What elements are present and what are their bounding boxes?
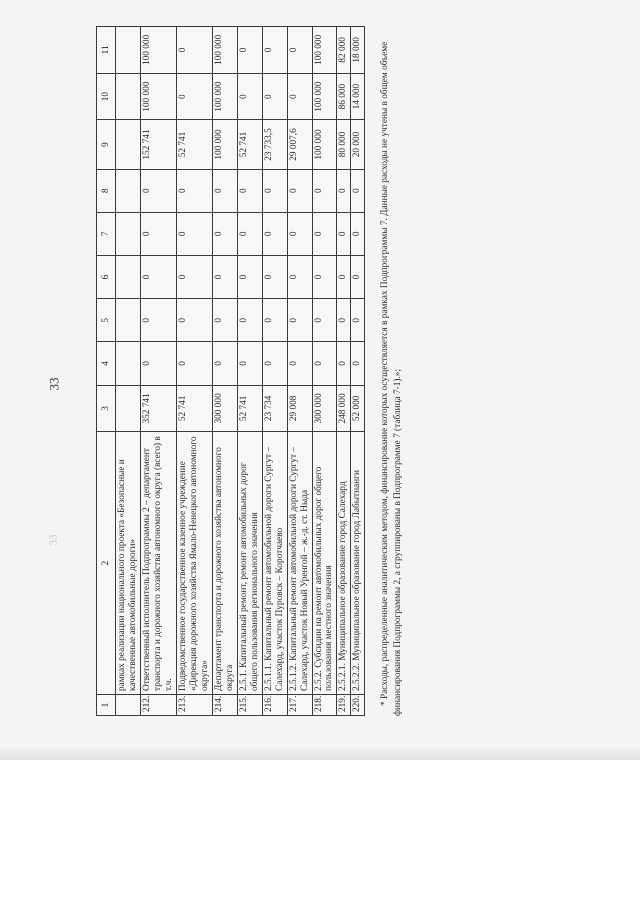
table-row	[212, 27, 237, 716]
value-cell: 300 000	[212, 385, 237, 432]
value-cell: 0	[237, 27, 262, 74]
row-number: 213.	[176, 694, 212, 715]
header-cell: 9	[97, 120, 116, 169]
value-cell: 23 733,5	[262, 120, 287, 169]
table-row	[337, 27, 351, 716]
header-cell: 2	[97, 432, 116, 695]
value-cell: 0	[312, 169, 337, 212]
row-number: 214.	[212, 694, 237, 715]
value-cell: 0	[140, 255, 176, 298]
empty-cell	[116, 299, 141, 342]
table-row	[312, 27, 337, 716]
value-cell: 52 741	[176, 385, 212, 432]
row-number: 218.	[312, 694, 337, 715]
value-cell: 0	[337, 169, 351, 212]
row-number: 216.	[262, 694, 287, 715]
value-cell: 0	[287, 299, 312, 342]
value-cell: 0	[176, 212, 212, 255]
header-cell: 7	[97, 212, 116, 255]
value-cell: 0	[212, 255, 237, 298]
value-cell: 100 000	[212, 27, 237, 74]
value-cell: 100 000	[312, 27, 337, 74]
value-cell: 0	[140, 342, 176, 385]
empty-cell	[116, 385, 141, 432]
value-cell: 0	[237, 73, 262, 120]
value-cell: 0	[312, 342, 337, 385]
value-cell: 20 000	[351, 120, 365, 169]
value-cell: 0	[351, 255, 365, 298]
row-name: 2.5.1.1. Капитальный ремонт автомобильной дороги Сургут – Салехард, участок Пуровск – Коротчаево	[262, 432, 287, 695]
value-cell: 0	[176, 27, 212, 74]
value-cell: 52 741	[237, 120, 262, 169]
value-cell: 80 000	[337, 120, 351, 169]
value-cell: 0	[337, 299, 351, 342]
row-name: 2.5.1.2. Капитальный ремонт автомобильной дороги Сургут – Салехард, участок Новый Уренгой – ж.-д. ст. Ныда	[287, 432, 312, 695]
row-number: 220.	[351, 694, 365, 715]
value-cell: 152 741	[140, 120, 176, 169]
value-cell: 0	[237, 169, 262, 212]
value-cell: 0	[337, 212, 351, 255]
header-cell: 8	[97, 169, 116, 212]
empty-cell	[116, 169, 141, 212]
value-cell: 0	[212, 169, 237, 212]
row-name: Подведомственное государственное казенное учреждение «Дирекция дорожного хозяйства Ямало-Ненецкого автономного округа»	[176, 432, 212, 695]
value-cell: 0	[312, 212, 337, 255]
row-name: 2.5.2. Субсидии на ремонт автомобильных дорог общего пользования местного значения	[312, 432, 337, 695]
value-cell: 52 000	[351, 385, 365, 432]
value-cell: 100 000	[312, 120, 337, 169]
value-cell: 23 734	[262, 385, 287, 432]
value-cell: 0	[262, 342, 287, 385]
value-cell: 0	[237, 299, 262, 342]
empty-cell	[116, 27, 141, 74]
rotated-content	[96, 26, 403, 716]
page-number: 33	[46, 377, 62, 391]
value-cell: 0	[312, 255, 337, 298]
empty-cell	[116, 73, 141, 120]
table-row	[351, 27, 365, 716]
value-cell: 100 000	[140, 73, 176, 120]
value-cell: 82 000	[337, 27, 351, 74]
budget-table	[96, 26, 365, 716]
row-name: 2.5.2.1. Муниципальное образование город Салехард	[337, 432, 351, 695]
value-cell: 100 000	[312, 73, 337, 120]
row-number: 215.	[237, 694, 262, 715]
value-cell: 0	[351, 169, 365, 212]
continuation-text: рамках реализации национального проекта «Безопасные и качественные автомобильные дороги»	[116, 432, 141, 695]
value-cell: 29 008	[287, 385, 312, 432]
value-cell: 0	[262, 299, 287, 342]
value-cell: 0	[287, 169, 312, 212]
value-cell: 29 007,6	[287, 120, 312, 169]
value-cell: 0	[176, 342, 212, 385]
table-row	[237, 27, 262, 716]
value-cell: 0	[140, 169, 176, 212]
empty-cell	[116, 212, 141, 255]
value-cell: 0	[337, 255, 351, 298]
value-cell: 0	[237, 255, 262, 298]
value-cell: 0	[262, 212, 287, 255]
value-cell: 100 000	[212, 73, 237, 120]
continuation-row	[116, 27, 141, 716]
value-cell: 0	[176, 169, 212, 212]
value-cell: 0	[287, 212, 312, 255]
header-cell: 10	[97, 73, 116, 120]
footnote: * Расходы, распределенные аналитическим методом, финансирование которых осуществляется в рамках Подпрограммы 7. Данные расходы не учтены в общем объеме финансирования Подпрограммы 2, а сгруппированы в Подпрограмме 7 (таблица 7-1).»;	[380, 41, 403, 716]
value-cell: 0	[237, 212, 262, 255]
row-name: Ответственный исполнитель Подпрограммы 2 – департамент транспорта и дорожного хозяйства автономного округа (всего) в т.ч.	[140, 432, 176, 695]
table-row	[287, 27, 312, 716]
table-body	[97, 27, 365, 716]
value-cell: 0	[351, 299, 365, 342]
value-cell: 0	[212, 342, 237, 385]
row-name: 2.5.1. Капитальный ремонт, ремонт автомобильных дорог общего пользования регионального значения	[237, 432, 262, 695]
value-cell: 0	[287, 27, 312, 74]
empty-cell	[116, 120, 141, 169]
value-cell: 352 741	[140, 385, 176, 432]
value-cell: 0	[287, 73, 312, 120]
value-cell: 0	[312, 299, 337, 342]
row-number: 212.	[140, 694, 176, 715]
value-cell: 100 000	[140, 27, 176, 74]
value-cell: 0	[287, 342, 312, 385]
value-cell: 0	[212, 212, 237, 255]
row-number: 219.	[337, 694, 351, 715]
header-row	[97, 27, 116, 716]
value-cell: 0	[262, 255, 287, 298]
value-cell: 18 000	[351, 27, 365, 74]
value-cell: 14 000	[351, 73, 365, 120]
row-name: Департамент транспорта и дорожного хозяйства автономного округа	[212, 432, 237, 695]
value-cell: 100 000	[212, 120, 237, 169]
value-cell: 0	[337, 342, 351, 385]
value-cell: 0	[351, 212, 365, 255]
value-cell: 0	[140, 299, 176, 342]
value-cell: 0	[176, 299, 212, 342]
empty-cell	[116, 694, 141, 715]
value-cell: 300 000	[312, 385, 337, 432]
header-cell: 4	[97, 342, 116, 385]
empty-cell	[116, 342, 141, 385]
table-row	[262, 27, 287, 716]
value-cell: 52 741	[176, 120, 212, 169]
row-name: 2.5.2.2. Муниципальное образование город Лабытнанги	[351, 432, 365, 695]
header-cell: 6	[97, 255, 116, 298]
table-row	[140, 27, 176, 716]
bleed-through-page-number: 33	[47, 534, 60, 546]
value-cell: 0	[176, 73, 212, 120]
table-row	[176, 27, 212, 716]
header-cell: 3	[97, 385, 116, 432]
value-cell: 248 000	[337, 385, 351, 432]
value-cell: 0	[262, 169, 287, 212]
value-cell: 0	[262, 73, 287, 120]
value-cell: 0	[287, 255, 312, 298]
value-cell: 86 000	[337, 73, 351, 120]
value-cell: 0	[212, 299, 237, 342]
value-cell: 0	[262, 27, 287, 74]
value-cell: 0	[237, 342, 262, 385]
value-cell: 0	[176, 255, 212, 298]
header-cell: 11	[97, 27, 116, 74]
header-cell: 1	[97, 694, 116, 715]
value-cell: 0	[351, 342, 365, 385]
header-cell: 5	[97, 299, 116, 342]
row-number: 217.	[287, 694, 312, 715]
empty-cell	[116, 255, 141, 298]
value-cell: 52 741	[237, 385, 262, 432]
value-cell: 0	[140, 212, 176, 255]
